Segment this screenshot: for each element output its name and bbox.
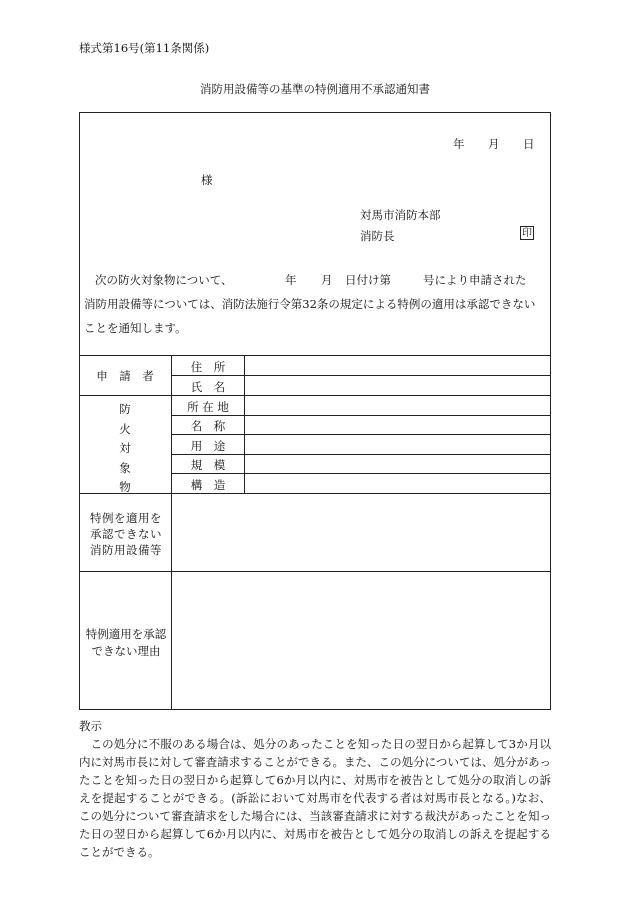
object-structure-label: 構 造 — [190, 478, 226, 492]
addressee-suffix: 様 — [201, 173, 213, 187]
applicant-label: 申 請 者 — [96, 369, 154, 383]
row-rule — [171, 454, 551, 455]
notice-section — [79, 717, 551, 861]
body-line1-month: 月 — [321, 273, 333, 287]
applicant-address-label: 住 所 — [190, 360, 226, 374]
row-rule — [171, 375, 551, 376]
applicant-name-label: 氏 名 — [190, 380, 226, 394]
object-use-label: 用 途 — [190, 439, 226, 453]
row-rule — [79, 571, 551, 572]
date-month-label: 月 — [488, 137, 500, 151]
date-day-label: 日 — [523, 137, 535, 151]
equipment-label: 特例を適用を 承認できない 消防用設備等 — [90, 511, 162, 557]
body-line1-date: 日付け第 — [345, 273, 391, 287]
sublabel-column-rule — [244, 355, 245, 493]
row-rule — [171, 434, 551, 435]
row-rule — [79, 395, 551, 396]
reason-label: 特例適用を承認 できない理由 — [85, 627, 167, 658]
object-scale-label: 規 模 — [190, 458, 226, 472]
body-line1-end: 号により申請された — [423, 273, 527, 287]
body-line3: ことを通知します。 — [84, 321, 187, 335]
date-year-label: 年 — [453, 137, 465, 151]
label-column-rule — [171, 355, 172, 710]
document-title: 消防用設備等の基準の特例適用不承認通知書 — [200, 82, 430, 96]
body-line2: 消防用設備等については、消防法施行令第32条の規定による特例の適用は承認できない — [84, 297, 536, 311]
seal-mark: 印 — [522, 228, 532, 239]
notice-paragraph: この処分に不服のある場合は、処分のあったことを知った日の翌日から起算して3か月以内に対馬市長に対して審査請求することができる。また、この処分については、処分があったことを知った日の翌日から起算して6か月以内に、対馬市を被告として処分の取消しの訴えを提起することができる。(訴訟において対馬市を代表する者は対馬市長となる。)なお、この処分について審査請求をした場合には、当該審査請求に対する裁決があったことを知った日の翌日から起算して6か月以内に、対馬市を被告として処分の取消しの訴えを提起することができる。 — [79, 737, 551, 859]
table-top-rule — [79, 355, 551, 356]
notice-heading: 教示 — [79, 719, 102, 733]
body-line1-year: 年 — [285, 273, 297, 287]
object-name-label: 名 称 — [190, 419, 226, 433]
issuer-organization: 対馬市消防本部 — [360, 208, 441, 222]
row-rule — [171, 415, 551, 416]
object-location-label: 所 在 地 — [187, 400, 229, 414]
form-number: 様式第16号(第11条関係) — [79, 41, 210, 55]
body-line1-start: 次の防火対象物について、 — [95, 273, 233, 287]
issuer-title: 消防長 — [360, 229, 395, 243]
row-rule — [171, 473, 551, 474]
object-label: 防 火 対 象 物 — [119, 402, 131, 494]
